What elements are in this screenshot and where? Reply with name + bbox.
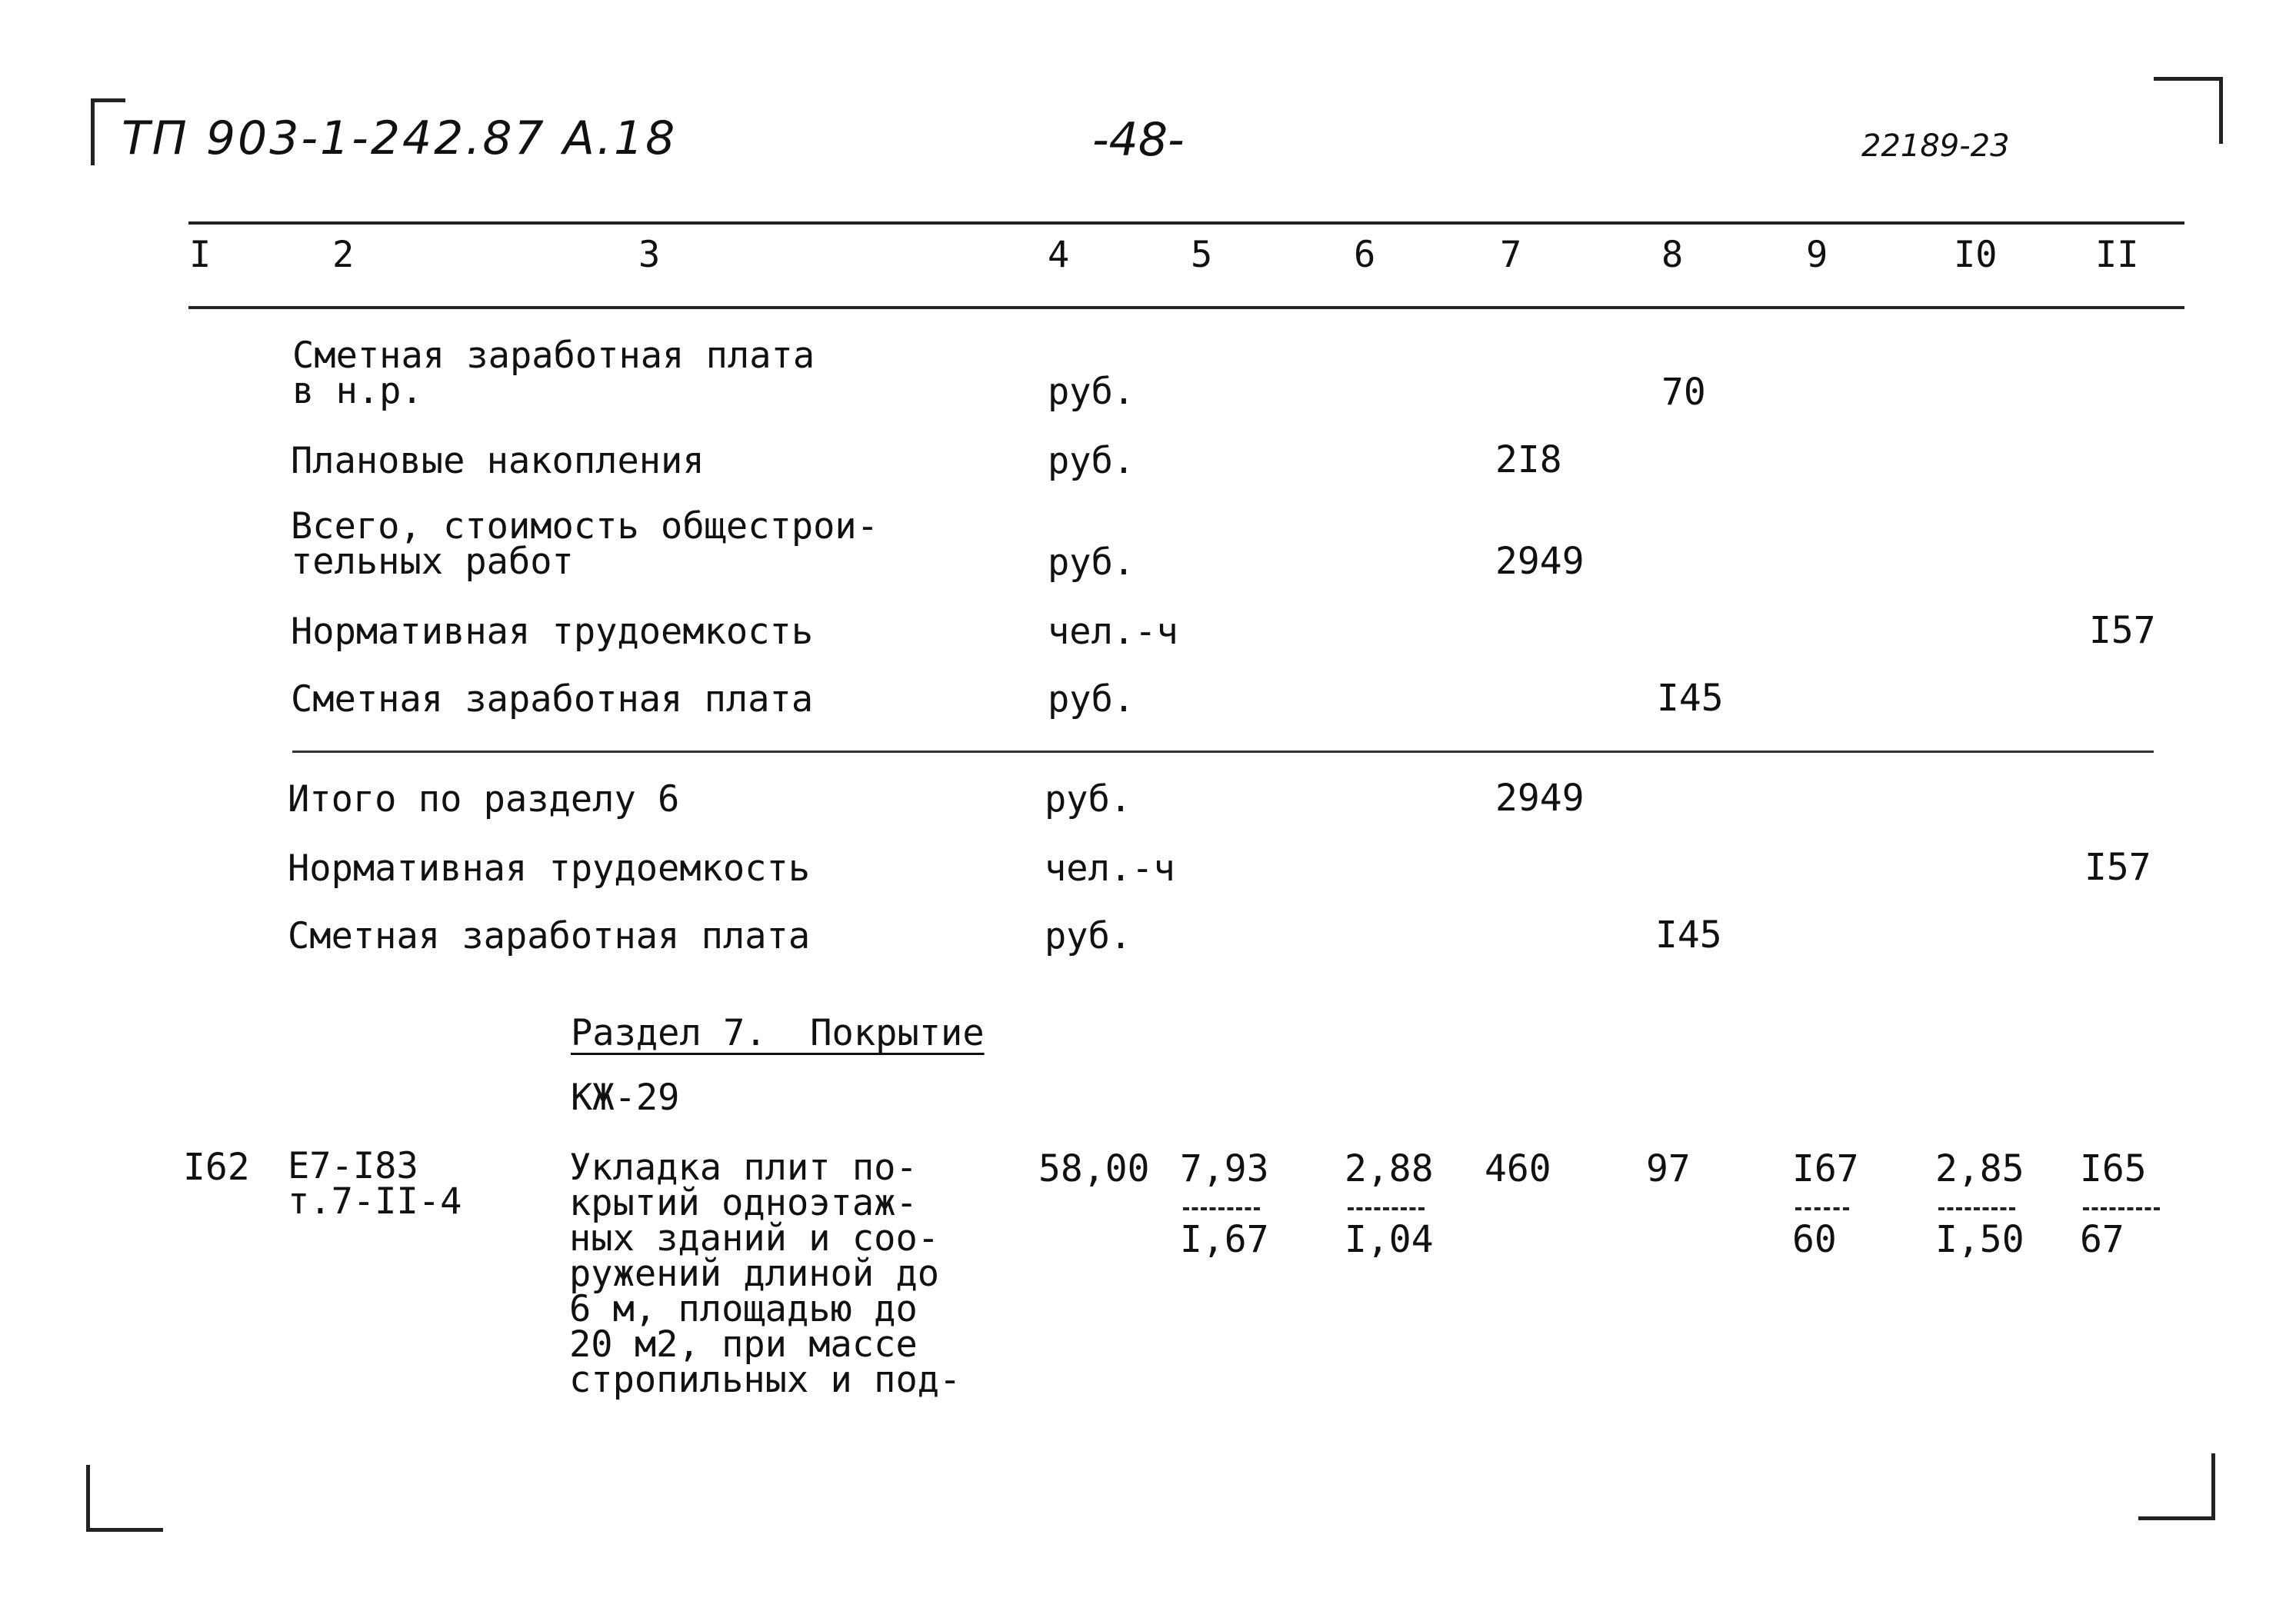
summary-label-wages: Сметная заработная плата — [291, 678, 814, 721]
summary-label-total-construction: Всего, стоимость общестрои- тельных работ — [291, 505, 879, 583]
column-header-6: 6 — [1354, 234, 1376, 276]
item-col10-divider — [1938, 1207, 2015, 1210]
summary-label-planned-savings: Плановые накопления — [291, 440, 705, 482]
column-header-10: I0 — [1954, 234, 1998, 276]
summary-unit-wages: руб. — [1048, 678, 1135, 721]
header-bottom-rule — [188, 306, 2184, 309]
summary-value-total-construction: 2949 — [1495, 540, 1585, 583]
corner-mark-top-left — [91, 98, 125, 165]
item-rate-code: Е7-I83 т.7-II-4 — [288, 1145, 462, 1223]
column-header-5: 5 — [1191, 234, 1213, 276]
item-col11-divider — [2083, 1207, 2160, 1210]
item-col9-divider — [1795, 1207, 1849, 1210]
summary-value-labor-hours: I57 — [2089, 609, 2156, 652]
column-header-2: 2 — [332, 234, 355, 276]
corner-mark-top-right — [2154, 77, 2223, 144]
item-col6-divider — [1348, 1207, 1425, 1210]
summary-label-wage-overhead: Сметная заработная плата в н.р. — [292, 335, 815, 412]
total-value-labor-hours: I57 — [2084, 846, 2151, 889]
summary-unit-total-construction: руб. — [1048, 541, 1135, 584]
column-header-1: I — [189, 234, 212, 276]
item-col8-value: 97 — [1646, 1147, 1691, 1190]
corner-mark-bottom-right — [2138, 1453, 2215, 1520]
item-col5-top: 7,93 — [1180, 1147, 1269, 1190]
section-7-code: КЖ-29 — [571, 1077, 680, 1119]
item-col10-top: 2,85 — [1935, 1147, 2024, 1190]
total-label-section-6: Итого по разделу 6 — [288, 778, 680, 820]
item-col6-bottom: I,04 — [1345, 1218, 1434, 1261]
section-total-rule — [292, 751, 2154, 753]
item-number: I62 — [183, 1146, 250, 1189]
column-header-7: 7 — [1500, 234, 1522, 276]
total-unit-section-6: руб. — [1045, 778, 1132, 820]
item-col5-bottom: I,67 — [1180, 1218, 1269, 1261]
corner-mark-bottom-left — [86, 1465, 163, 1532]
document-code: ТП 903-1-242.87 А.18 — [122, 112, 678, 165]
item-col7-value: 460 — [1485, 1147, 1551, 1190]
summary-value-wages: I45 — [1657, 677, 1724, 720]
summary-unit-wage-overhead: руб. — [1048, 371, 1135, 413]
item-col10-bottom: I,50 — [1935, 1218, 2024, 1261]
table-top-rule — [188, 221, 2184, 225]
total-label-labor-hours: Нормативная трудоемкость — [288, 847, 811, 890]
summary-label-labor-hours: Нормативная трудоемкость — [291, 611, 814, 653]
item-col6-top: 2,88 — [1345, 1147, 1434, 1190]
item-col9-top: I67 — [1792, 1147, 1859, 1190]
column-header-4: 4 — [1048, 234, 1070, 276]
archive-number: 22189-23 — [1861, 128, 2010, 164]
column-header-8: 8 — [1661, 234, 1684, 276]
summary-unit-planned-savings: руб. — [1048, 440, 1135, 482]
total-unit-wages: руб. — [1045, 915, 1132, 957]
item-col11-bottom: 67 — [2080, 1218, 2124, 1261]
column-header-11: II — [2095, 234, 2139, 276]
column-header-3: 3 — [638, 234, 661, 276]
summary-value-wage-overhead: 70 — [1661, 371, 1706, 414]
total-label-wages: Сметная заработная плата — [288, 915, 811, 957]
summary-unit-labor-hours: чел.-ч — [1048, 611, 1178, 653]
item-col4-quantity: 58,00 — [1038, 1147, 1150, 1190]
total-unit-labor-hours: чел.-ч — [1045, 847, 1175, 890]
total-value-wages: I45 — [1655, 914, 1722, 957]
column-header-9: 9 — [1806, 234, 1828, 276]
item-col9-bottom: 60 — [1792, 1218, 1837, 1261]
summary-value-planned-savings: 2I8 — [1495, 438, 1562, 481]
item-col5-divider — [1183, 1207, 1260, 1210]
page-number: -48- — [1092, 113, 1185, 167]
item-col11-top: I65 — [2080, 1147, 2147, 1190]
section-7-title: Раздел 7. Покрытие — [571, 1012, 985, 1054]
total-value-section-6: 2949 — [1495, 777, 1585, 820]
item-description: Укладка плит по- крытий одноэтаж- ных зданий и соо- ружений длиной до 6 м, площадью до 20 м2, при массе стропильных и под- — [569, 1147, 961, 1401]
